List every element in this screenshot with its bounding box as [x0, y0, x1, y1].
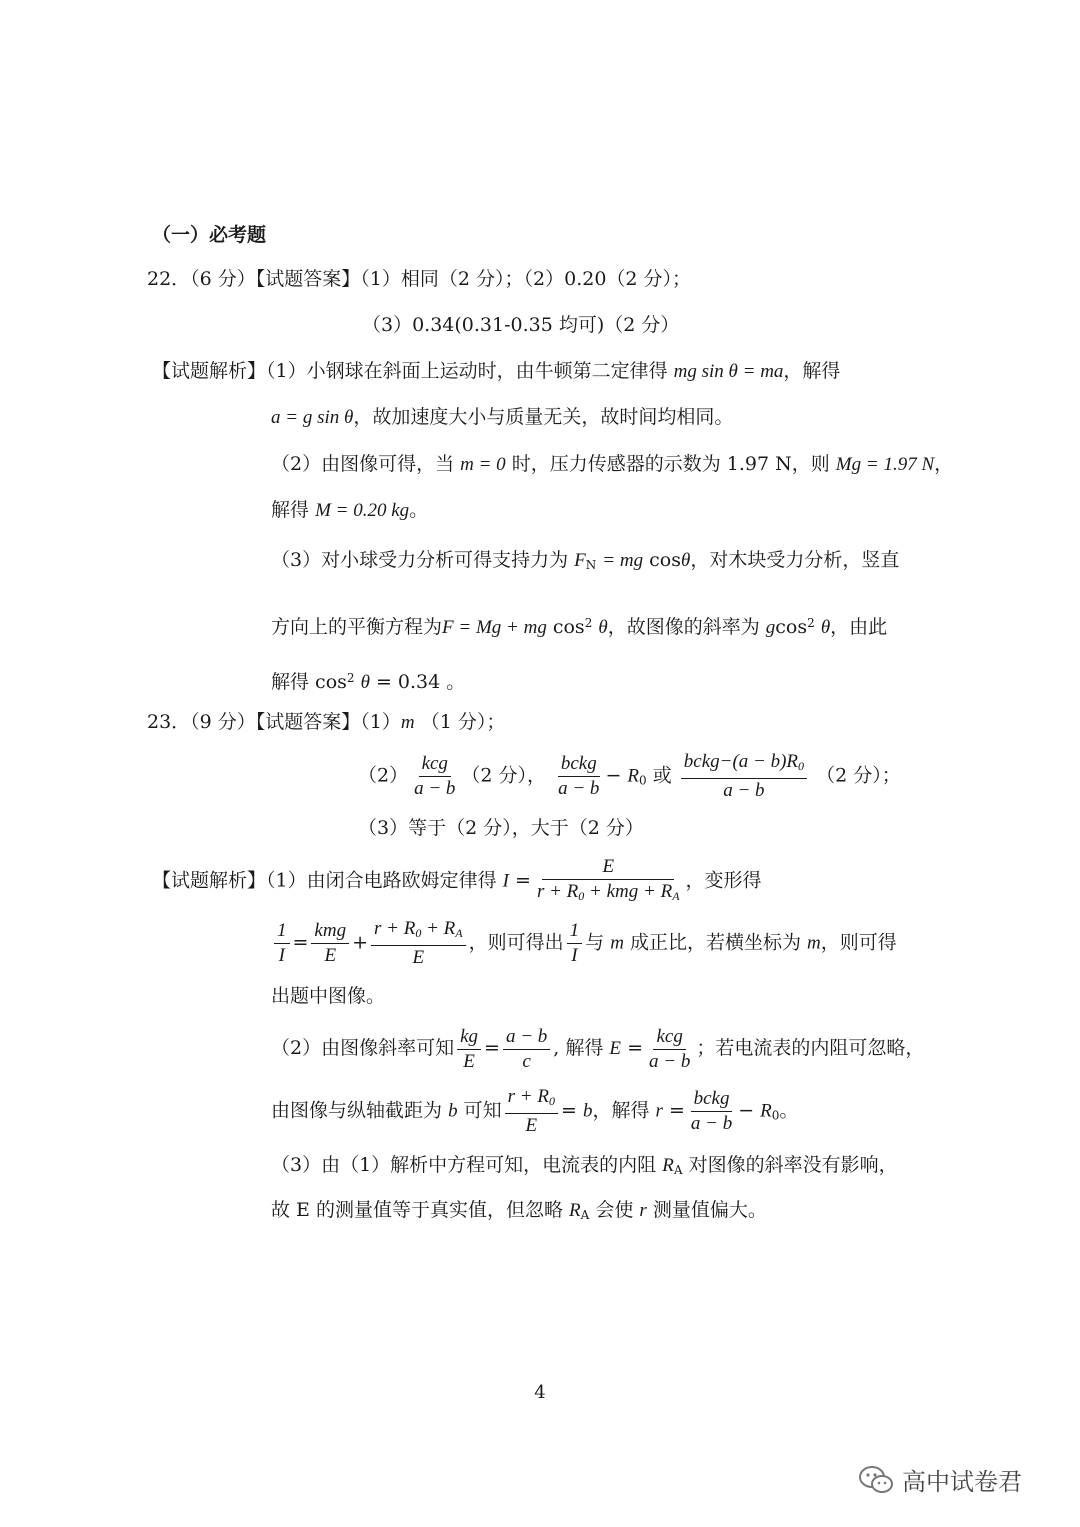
q22-answer-header: 22．（6 分）【试题答案】（1）相同（2 分）；（2）0.20（2 分）； — [147, 268, 692, 290]
fraction-E-result: $\frac{\text{kcg}}{a - b}$ — [649, 1025, 691, 1072]
q23-answer-header: 23．（9 分）【试题答案】（1）m （1 分）； — [147, 711, 506, 733]
q23-answer-3: （3）等于（2 分），大于（2 分） — [358, 817, 644, 839]
fraction-intercept: $\frac{r + R_0}{E}$ — [505, 1085, 558, 1138]
fraction-ab-over-c: $\frac{a - b}{c}$ — [503, 1025, 550, 1074]
q23-explanation-3: （3）由（1）解析中方程可知，电流表的内阻 $R_A$ 对图像的斜率没有影响， — [271, 1154, 898, 1177]
page-number: 4 — [534, 1382, 546, 1403]
fraction-r-result: $\frac{\text{bckg}}{a - b}$ — [690, 1088, 733, 1134]
q23-answer-2: （2） $\frac{\text{kcg}}{a - b}$ （2 分）， $\frac{\text{bckg}}{a - b}$ − $R_0$ 或 $\frac{bckg-(a - b)R_0}{a - b}$ （2 分）； — [358, 751, 901, 801]
q22-explanation-1: 【试题解析】（1）小钢球在斜面上运动时，由牛顿第二定律得 mg sin θ = ma，解得 — [152, 360, 841, 382]
wechat-icon — [858, 1465, 894, 1495]
q23-explanation-2-cont: 由图像与纵轴截距为 b 可知 $\frac{r + R_0}{E}$ = b，解得 r = $\frac{\text{bckg}}{a - b}$ − $R_0$。 — [271, 1086, 799, 1136]
q22-explanation-3-cont: 方向上的平衡方程为F = Mg + mg $\cos^2 \theta$，故图像的斜率为 gcos$^2$ θ，由此 — [271, 616, 888, 638]
fraction-1-over-I-inline: $\frac{1}{I}$ — [567, 919, 583, 968]
fraction-ohm-law: $\frac{E}{r + R_0 + kmg + R_A}$ — [536, 856, 680, 903]
q22-explanation-1-cont: a = g sin θ，故加速度大小与质量无关，故时间均相同。 — [271, 406, 734, 428]
q23-explanation-1: 【试题解析】（1）由闭合电路欧姆定律得 I = $\frac{E}{r + R_0 + kmg + R_A}$ ，变形得 — [152, 855, 762, 908]
fraction-1-over-I: $\frac{1}{I}$ — [274, 919, 290, 968]
q22-explanation-3: （3）对小球受力分析可得支持力为 $F_N$ = mg cosθ，对木块受力分析，竖直 — [271, 549, 900, 572]
section-title: （一）必考题 — [152, 224, 267, 246]
q23-explanation-2: （2）由图像斜率可知 $\frac{kg}{E}$ = $\frac{a - b}{c}$ , 解得 E = $\frac{\text{kcg}}{a - b}$ ；若电流表的内阻可忽略， — [271, 1025, 925, 1072]
fraction-kmg-over-E: $\frac{\text{kmg}}{E}$ — [311, 919, 349, 968]
watermark-text: 高中试卷君 — [902, 1468, 1022, 1496]
q23-explanation-1-end: 出题中图像。 — [271, 985, 386, 1007]
fraction-kcg: $\frac{\text{kcg}}{a - b}$ — [414, 753, 456, 799]
q22-explanation-3-result: 解得 $\cos^2 \theta = 0.34$ 。 — [271, 671, 466, 693]
q22-explanation-2-cont: 解得 M = 0.20 kg。 — [271, 499, 429, 521]
fraction-r-sum-over-E: $\frac{r + R_0 + R_A}{E}$ — [371, 917, 466, 970]
fraction-bckg: $\frac{\text{bckg}}{a - b}$ — [558, 753, 600, 799]
q22-explanation-2: （2）由图像可得，当 m = 0 时，压力传感器的示数为 1.97 N，则 Mg = 1.97 N， — [271, 453, 954, 475]
q22-answer-3: （3）0.34(0.31-0.35 均可)（2 分） — [362, 314, 680, 336]
fraction-bckg-minus: $\frac{bckg-(a - b)R_0}{a - b}$ — [681, 750, 807, 803]
fraction-kg-over-E: $\frac{kg}{E}$ — [457, 1025, 481, 1074]
watermark — [858, 1462, 1022, 1497]
q23-explanation-3-cont: 故 E 的测量值等于真实值，但忽略 $R_A$ 会使 r 测量值偏大。 — [271, 1199, 767, 1222]
q23-explanation-1-cont: $\frac{1}{I}$ = $\frac{\text{kmg}}{E}$ + $\frac{r + R_0 + R_A}{E}$ ，则可得出 $\frac{1}{I}$ 与 m 成正比，若横坐标为 m，则可得 — [271, 917, 897, 970]
